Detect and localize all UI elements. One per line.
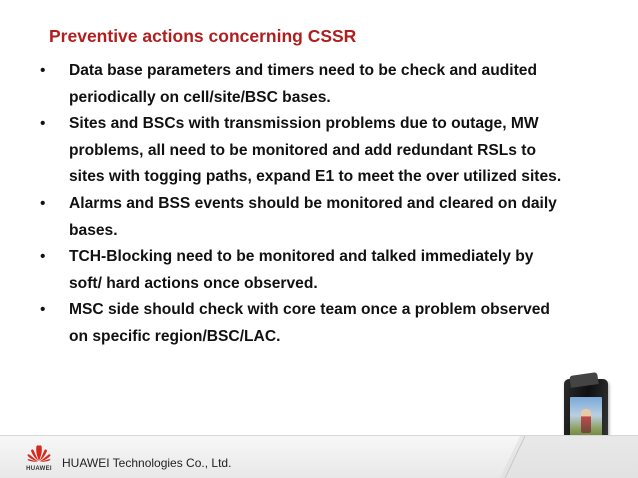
footer-company: HUAWEI Technologies Co., Ltd. [62, 456, 232, 470]
slide-title: Preventive actions concerning CSSR [49, 26, 357, 46]
bullet-text-line: MSC side should check with core team once a problem observed [69, 301, 550, 319]
bullet-item-4 [32, 244, 612, 297]
bullet-text-line: periodically on cell/site/BSC bases. [69, 88, 331, 106]
bullet-item-2 [32, 111, 612, 191]
bullet-text-line: Data base parameters and timers need to be check and audited [69, 62, 537, 79]
bullet-text-line: soft/ hard actions once observed. [69, 274, 318, 292]
bullet-dot: • [40, 194, 46, 212]
footer-bar [0, 435, 638, 478]
bullet-text-line: TCH-Blocking need to be monitored and talked immediately by [69, 248, 534, 266]
bullet-text-line: Sites and BSCs with transmission problems due to outage, MW [69, 115, 539, 133]
bullet-text-line: on specific region/BSC/LAC. [69, 327, 281, 345]
huawei-logo-text: HUAWEI [26, 466, 52, 472]
bullet-text-line: problems, all need to be monitored and add redundant RSLs to [69, 141, 536, 159]
bullet-text-line: Alarms and BSS events should be monitored and cleared on daily [69, 194, 557, 212]
bullet-list [32, 58, 612, 351]
bullet-dot: • [40, 248, 46, 266]
bullet-dot: • [40, 301, 46, 319]
bullet-dot: • [40, 115, 46, 133]
bullet-item-1 [32, 58, 612, 111]
bullet-dot: • [40, 62, 46, 79]
bullet-text-line: sites with togging paths, expand E1 to meet the over utilized sites. [69, 168, 562, 186]
bullet-text-line: bases. [69, 221, 118, 239]
huawei-logo [24, 444, 54, 472]
phone-slider [569, 372, 598, 388]
phone-screen-figure [581, 409, 591, 433]
bullet-item-5 [32, 297, 612, 350]
huawei-logo-icon [25, 444, 53, 462]
bullet-item-3 [32, 191, 612, 244]
